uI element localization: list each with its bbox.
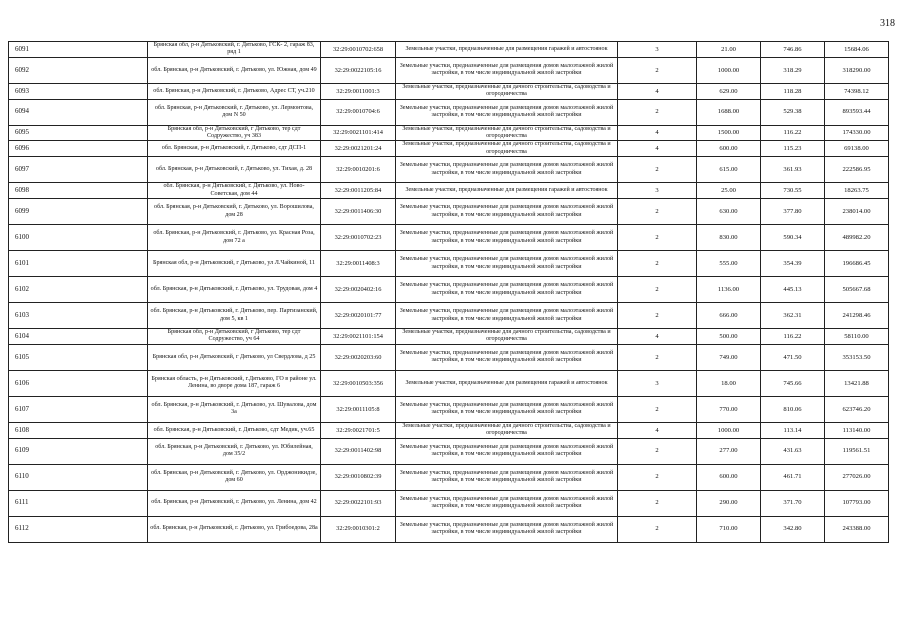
- area-cell: 555.00: [697, 251, 761, 277]
- group-cell: 2: [618, 490, 697, 516]
- cadastral-number-cell: 32:29:0010704:6: [321, 99, 396, 125]
- land-purpose-cell: Земельные участки, предназначенные для дачного строительства, садоводства и огородничества: [396, 422, 618, 438]
- cadastral-number-cell: 32:29:0011205:84: [321, 183, 396, 199]
- specific-value-cell: 354.39: [761, 251, 825, 277]
- specific-value-cell: 590.34: [761, 225, 825, 251]
- address-cell: Брянская обл, р-н Дятьковский, г. Дятьково, ГСК- 2, гараж 83, ряд 1: [148, 42, 321, 58]
- land-purpose-cell: Земельные участки, предназначенные для дачного строительства, садоводства и огородничества: [396, 141, 618, 157]
- cadastral-number-cell: 32:29:0021101:154: [321, 329, 396, 345]
- cadastral-value-cell: 74398.12: [825, 83, 889, 99]
- specific-value-cell: 115.23: [761, 141, 825, 157]
- group-cell: 2: [618, 199, 697, 225]
- cadastral-number-cell: 32:29:0010301:2: [321, 516, 396, 542]
- land-purpose-cell: Земельные участки, предназначенные для размещения домов малоэтажной жилой застройки, в том числе индивидуальной жилой застройки: [396, 396, 618, 422]
- table-row: [9, 303, 889, 329]
- row-number: 6092: [9, 57, 148, 83]
- land-purpose-cell: Земельные участки, предназначенные для размещения домов малоэтажной жилой застройки, в том числе индивидуальной жилой застройки: [396, 225, 618, 251]
- specific-value-cell: 745.66: [761, 370, 825, 396]
- table-row: [9, 344, 889, 370]
- cadastral-number-cell: 32:29:0010702:658: [321, 42, 396, 58]
- table-row: [9, 141, 889, 157]
- cadastral-number-cell: 32:29:0011402:98: [321, 438, 396, 464]
- group-cell: 2: [618, 99, 697, 125]
- area-cell: 290.00: [697, 490, 761, 516]
- row-number: 6094: [9, 99, 148, 125]
- cadastral-value-cell: 174330.00: [825, 125, 889, 141]
- group-cell: 2: [618, 464, 697, 490]
- land-purpose-cell: Земельные участки, предназначенные для размещения домов малоэтажной жилой застройки, в том числе индивидуальной жилой застройки: [396, 303, 618, 329]
- address-cell: Брянская обл, р-н Дятьковский, г Дятьково, ул Л.Чайкиной, 11: [148, 251, 321, 277]
- cadastral-number-cell: 32:29:0021201:24: [321, 141, 396, 157]
- table-row: [9, 42, 889, 58]
- cadastral-number-cell: 32:29:0020402:16: [321, 277, 396, 303]
- cadastral-value-cell: 18263.75: [825, 183, 889, 199]
- land-purpose-cell: Земельные участки, предназначенные для размещения домов малоэтажной жилой застройки, в том числе индивидуальной жилой застройки: [396, 464, 618, 490]
- area-cell: 830.00: [697, 225, 761, 251]
- table-row: [9, 329, 889, 345]
- area-cell: 1688.00: [697, 99, 761, 125]
- row-number: 6106: [9, 370, 148, 396]
- address-cell: обл. Брянская, р-н Дятьковский, г. Дятьково, ул. Тихая, д. 28: [148, 157, 321, 183]
- cadastral-number-cell: 32:29:0020203:60: [321, 344, 396, 370]
- row-number: 6103: [9, 303, 148, 329]
- row-number: 6105: [9, 344, 148, 370]
- address-cell: Брянская обл, р-н Дятьковский, г Дятьково, ул Свердлова, д 25: [148, 344, 321, 370]
- cadastral-value-cell: 277026.00: [825, 464, 889, 490]
- land-registry-table: [8, 41, 889, 543]
- land-purpose-cell: Земельные участки, предназначенные для дачного строительства, садоводства и огородничества: [396, 83, 618, 99]
- land-purpose-cell: Земельные участки, предназначенные для размещения гаражей и автостоянок: [396, 370, 618, 396]
- table-row: [9, 490, 889, 516]
- group-cell: 2: [618, 277, 697, 303]
- row-number: 6091: [9, 42, 148, 58]
- specific-value-cell: 431.63: [761, 438, 825, 464]
- cadastral-value-cell: 505667.68: [825, 277, 889, 303]
- address-cell: обл. Брянская, р-н Дятьковский, г. Дятьково, ул. Трудовая, дом 4: [148, 277, 321, 303]
- area-cell: 21.00: [697, 42, 761, 58]
- row-number: 6102: [9, 277, 148, 303]
- area-cell: 710.00: [697, 516, 761, 542]
- table-row: [9, 464, 889, 490]
- group-cell: 2: [618, 396, 697, 422]
- cadastral-number-cell: 32:29:0010201:6: [321, 157, 396, 183]
- land-purpose-cell: Земельные участки, предназначенные для размещения домов малоэтажной жилой застройки, в том числе индивидуальной жилой застройки: [396, 344, 618, 370]
- land-purpose-cell: Земельные участки, предназначенные для размещения гаражей и автостоянок: [396, 183, 618, 199]
- land-purpose-cell: Земельные участки, предназначенные для дачного строительства, садоводства и огородничества: [396, 329, 618, 345]
- address-cell: Брянская обл, р-н Дятьковский, г Дятьково, тер сдт Содружество, уч 383: [148, 125, 321, 141]
- land-purpose-cell: Земельные участки, предназначенные для размещения домов малоэтажной жилой застройки, в том числе индивидуальной жилой застройки: [396, 251, 618, 277]
- table-row: [9, 251, 889, 277]
- cadastral-number-cell: 32:29:0020101:77: [321, 303, 396, 329]
- group-cell: 2: [618, 438, 697, 464]
- group-cell: 4: [618, 141, 697, 157]
- address-cell: Брянская область, р-н Дятьковский, г.Дятьково, ГО в районе ул. Ленина, во дворе дома 187, гараж 6: [148, 370, 321, 396]
- cadastral-value-cell: 243388.00: [825, 516, 889, 542]
- row-number: 6108: [9, 422, 148, 438]
- cadastral-value-cell: 15684.06: [825, 42, 889, 58]
- area-cell: 770.00: [697, 396, 761, 422]
- area-cell: 500.00: [697, 329, 761, 345]
- cadastral-number-cell: 32:29:0010503:356: [321, 370, 396, 396]
- cadastral-number-cell: 32:29:0010802:39: [321, 464, 396, 490]
- row-number: 6100: [9, 225, 148, 251]
- table-row: [9, 370, 889, 396]
- specific-value-cell: 810.06: [761, 396, 825, 422]
- address-cell: обл. Брянская, р-н Дятьковский, г. Дятьково, ул. Юбилейная, дом 35/2: [148, 438, 321, 464]
- specific-value-cell: 118.28: [761, 83, 825, 99]
- group-cell: 2: [618, 251, 697, 277]
- specific-value-cell: 461.71: [761, 464, 825, 490]
- cadastral-value-cell: 318290.00: [825, 57, 889, 83]
- area-cell: 629.00: [697, 83, 761, 99]
- address-cell: обл. Брянская, р-н Дятьковский, г. Дятьково, Адрес СТ, уч.210: [148, 83, 321, 99]
- land-purpose-cell: Земельные участки, предназначенные для размещения домов малоэтажной жилой застройки, в том числе индивидуальной жилой застройки: [396, 490, 618, 516]
- specific-value-cell: 529.38: [761, 99, 825, 125]
- row-number: 6107: [9, 396, 148, 422]
- registry-body: [9, 42, 889, 543]
- area-cell: 1000.00: [697, 57, 761, 83]
- table-row: [9, 125, 889, 141]
- cadastral-value-cell: 353153.50: [825, 344, 889, 370]
- table-row: [9, 157, 889, 183]
- cadastral-number-cell: 32:29:0022101:93: [321, 490, 396, 516]
- address-cell: обл. Брянская, р-н Дятьковский, г. Дятьково, пер. Партизанский, дом 5, кв 1: [148, 303, 321, 329]
- area-cell: 749.00: [697, 344, 761, 370]
- land-purpose-cell: Земельные участки, предназначенные для дачного строительства, садоводства и огородничества: [396, 125, 618, 141]
- specific-value-cell: 361.93: [761, 157, 825, 183]
- area-cell: 630.00: [697, 199, 761, 225]
- cadastral-value-cell: 238014.00: [825, 199, 889, 225]
- cadastral-number-cell: 32:29:0011105:8: [321, 396, 396, 422]
- table-row: [9, 277, 889, 303]
- cadastral-value-cell: 196686.45: [825, 251, 889, 277]
- specific-value-cell: 445.13: [761, 277, 825, 303]
- group-cell: 3: [618, 370, 697, 396]
- group-cell: 2: [618, 516, 697, 542]
- cadastral-value-cell: 58110.00: [825, 329, 889, 345]
- address-cell: обл. Брянская, р-н Дятьковский, г. Дятьково, ул. Орджоникидзе, дом 60: [148, 464, 321, 490]
- specific-value-cell: 342.80: [761, 516, 825, 542]
- address-cell: Брянская обл, р-н Дятьковский, г Дятьково, тер сдт Содружество, уч 64: [148, 329, 321, 345]
- land-purpose-cell: Земельные участки, предназначенные для размещения домов малоэтажной жилой застройки, в том числе индивидуальной жилой застройки: [396, 516, 618, 542]
- table-row: [9, 199, 889, 225]
- table-row: [9, 83, 889, 99]
- cadastral-value-cell: 623746.20: [825, 396, 889, 422]
- area-cell: 1136.00: [697, 277, 761, 303]
- group-cell: 4: [618, 329, 697, 345]
- row-number: 6095: [9, 125, 148, 141]
- row-number: 6110: [9, 464, 148, 490]
- land-purpose-cell: Земельные участки, предназначенные для размещения домов малоэтажной жилой застройки, в том числе индивидуальной жилой застройки: [396, 57, 618, 83]
- group-cell: 4: [618, 125, 697, 141]
- group-cell: 2: [618, 225, 697, 251]
- address-cell: обл. Брянская, р-н Дятьковский, г. Дятьково, ул. Красная Роза, дом 72 а: [148, 225, 321, 251]
- specific-value-cell: 318.29: [761, 57, 825, 83]
- table-row: [9, 438, 889, 464]
- cadastral-value-cell: 13421.88: [825, 370, 889, 396]
- address-cell: обл. Брянская, р-н Дятьковский, г. Дятьково, ул. Южная, дом 49: [148, 57, 321, 83]
- cadastral-value-cell: 893593.44: [825, 99, 889, 125]
- cadastral-number-cell: 32:29:0011406:30: [321, 199, 396, 225]
- address-cell: обл. Брянская, р-н Дятьковский, г. Дятьково, сдт Медик, уч.65: [148, 422, 321, 438]
- group-cell: 2: [618, 57, 697, 83]
- page-number: 318: [880, 18, 895, 29]
- cadastral-number-cell: 32:29:0021101:414: [321, 125, 396, 141]
- area-cell: 600.00: [697, 464, 761, 490]
- land-purpose-cell: Земельные участки, предназначенные для размещения домов малоэтажной жилой застройки, в том числе индивидуальной жилой застройки: [396, 99, 618, 125]
- land-purpose-cell: Земельные участки, предназначенные для размещения домов малоэтажной жилой застройки, в том числе индивидуальной жилой застройки: [396, 199, 618, 225]
- group-cell: 4: [618, 422, 697, 438]
- address-cell: обл. Брянская, р-н Дятьковский, г. Дятьково, ул. Грибоедова, 28а: [148, 516, 321, 542]
- row-number: 6097: [9, 157, 148, 183]
- table-row: [9, 57, 889, 83]
- land-purpose-cell: Земельные участки, предназначенные для размещения домов малоэтажной жилой застройки, в том числе индивидуальной жилой застройки: [396, 277, 618, 303]
- group-cell: 2: [618, 157, 697, 183]
- group-cell: 3: [618, 42, 697, 58]
- group-cell: 2: [618, 303, 697, 329]
- table-row: [9, 183, 889, 199]
- area-cell: 277.00: [697, 438, 761, 464]
- cadastral-value-cell: 69138.00: [825, 141, 889, 157]
- specific-value-cell: 116.22: [761, 329, 825, 345]
- area-cell: 600.00: [697, 141, 761, 157]
- specific-value-cell: 746.86: [761, 42, 825, 58]
- row-number: 6096: [9, 141, 148, 157]
- cadastral-value-cell: 241298.46: [825, 303, 889, 329]
- group-cell: 3: [618, 183, 697, 199]
- row-number: 6098: [9, 183, 148, 199]
- land-purpose-cell: Земельные участки, предназначенные для размещения домов малоэтажной жилой застройки, в том числе индивидуальной жилой застройки: [396, 157, 618, 183]
- specific-value-cell: 377.80: [761, 199, 825, 225]
- area-cell: 666.00: [697, 303, 761, 329]
- address-cell: обл. Брянская, р-н Дятьковский, г. Дятьково, ул. Шувалова, дом 3а: [148, 396, 321, 422]
- cadastral-value-cell: 222586.95: [825, 157, 889, 183]
- table-row: [9, 99, 889, 125]
- cadastral-value-cell: 113140.00: [825, 422, 889, 438]
- address-cell: обл. Брянская, р-н Дятьковский, г. Дятьково, ул. Лермонтова, дом N 50: [148, 99, 321, 125]
- address-cell: обл. Брянская, р-н Дятьковский, г. Дятьково, ул. Ленина, дом 42: [148, 490, 321, 516]
- cadastral-value-cell: 489982.20: [825, 225, 889, 251]
- land-purpose-cell: Земельные участки, предназначенные для размещения домов малоэтажной жилой застройки, в том числе индивидуальной жилой застройки: [396, 438, 618, 464]
- area-cell: 615.00: [697, 157, 761, 183]
- specific-value-cell: 116.22: [761, 125, 825, 141]
- group-cell: 2: [618, 344, 697, 370]
- cadastral-value-cell: 119561.51: [825, 438, 889, 464]
- address-cell: обл. Брянская, р-н Дятьковский, г. Дятьково, ул. Ворошилова, дом 28: [148, 199, 321, 225]
- row-number: 6099: [9, 199, 148, 225]
- specific-value-cell: 471.50: [761, 344, 825, 370]
- row-number: 6104: [9, 329, 148, 345]
- cadastral-number-cell: 32:29:0021701:5: [321, 422, 396, 438]
- cadastral-number-cell: 32:29:0011001:3: [321, 83, 396, 99]
- area-cell: 1500.00: [697, 125, 761, 141]
- table-row: [9, 396, 889, 422]
- cadastral-value-cell: 107793.00: [825, 490, 889, 516]
- area-cell: 1000.00: [697, 422, 761, 438]
- specific-value-cell: 730.55: [761, 183, 825, 199]
- row-number: 6109: [9, 438, 148, 464]
- row-number: 6093: [9, 83, 148, 99]
- group-cell: 4: [618, 83, 697, 99]
- specific-value-cell: 371.70: [761, 490, 825, 516]
- row-number: 6101: [9, 251, 148, 277]
- specific-value-cell: 362.31: [761, 303, 825, 329]
- row-number: 6112: [9, 516, 148, 542]
- cadastral-number-cell: 32:29:0010702:23: [321, 225, 396, 251]
- address-cell: обл. Брянская, р-н Дятьковский, г. Дятьково, ул. Ново-Советская, дом 44: [148, 183, 321, 199]
- cadastral-number-cell: 32:29:0022105:16: [321, 57, 396, 83]
- land-purpose-cell: Земельные участки, предназначенные для размещения гаражей и автостоянок: [396, 42, 618, 58]
- area-cell: 18.00: [697, 370, 761, 396]
- address-cell: обл. Брянская, р-н Дятьковский, г. Дятьково, сдт ДСП-1: [148, 141, 321, 157]
- table-row: [9, 516, 889, 542]
- table-row: [9, 422, 889, 438]
- specific-value-cell: 113.14: [761, 422, 825, 438]
- table-row: [9, 225, 889, 251]
- row-number: 6111: [9, 490, 148, 516]
- cadastral-number-cell: 32:29:0011408:3: [321, 251, 396, 277]
- area-cell: 25.00: [697, 183, 761, 199]
